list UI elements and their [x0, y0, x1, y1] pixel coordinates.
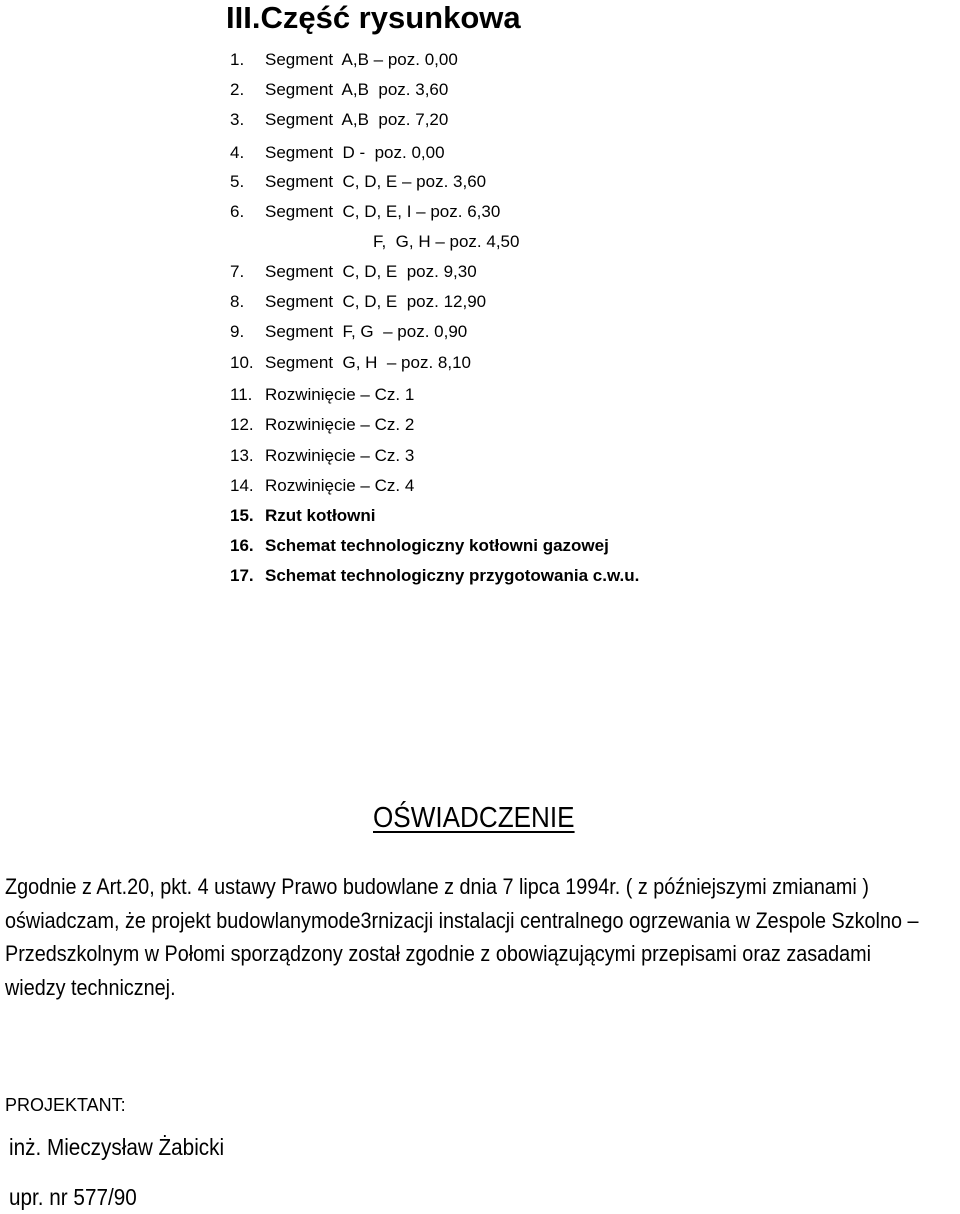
- list-item: [230, 143, 445, 163]
- list-item: [230, 202, 500, 222]
- designer-license: upr. nr 577/90: [9, 1184, 137, 1210]
- declaration-line: Zgodnie z Art.20, pkt. 4 ustawy Prawo budowlane z dnia 7 lipca 1994r. ( z późniejszymi zmianami ): [5, 874, 869, 899]
- list-item-text: Rozwinięcie – Cz. 4: [265, 476, 415, 495]
- list-item-number: 11.: [230, 385, 253, 404]
- list-item-number: 8.: [230, 292, 245, 311]
- declaration-line: oświadczam, że projekt budowlanymode3rnizacji instalacji centralnego ogrzewania w Zespole Szkolno –: [5, 907, 919, 933]
- list-item: [230, 262, 477, 282]
- list-item-number: 14.: [230, 476, 254, 495]
- list-item-text: Rzut kotłowni: [265, 506, 376, 525]
- list-item: [230, 50, 458, 70]
- designer-name: inż. Mieczysław Żabicki: [9, 1134, 225, 1160]
- designer-label: PROJEKTANT:: [5, 1095, 126, 1115]
- list-item: [230, 353, 471, 373]
- list-item: [230, 415, 414, 435]
- list-item: [230, 80, 448, 100]
- list-item-number: 12.: [230, 415, 254, 434]
- drawing-list: [0, 0, 960, 600]
- list-item: [230, 506, 375, 526]
- list-item-number: 1.: [230, 50, 245, 69]
- declaration-line: Przedszkolnym w Połomi sporządzony został zgodnie z obowiązującymi przepisami oraz zasadami: [5, 941, 872, 966]
- declaration-body: [5, 870, 950, 1004]
- list-item-text: Segment G, H – poz. 8,10: [265, 353, 472, 372]
- list-item: [230, 110, 448, 130]
- list-item-text: Segment A,B poz. 7,20: [265, 110, 449, 129]
- list-item: [230, 566, 639, 586]
- list-item-number: 10.: [230, 353, 254, 372]
- list-item-number: 7.: [230, 262, 245, 281]
- list-item-text: Segment A,B – poz. 0,00: [265, 50, 458, 69]
- list-item-text: F, G, H – poz. 4,50: [373, 232, 520, 251]
- list-item-continuation: [373, 232, 519, 252]
- list-item-text: Rozwinięcie – Cz. 1: [265, 385, 415, 404]
- list-item-text: Segment D - poz. 0,00: [265, 143, 445, 162]
- list-item-text: Schemat technologiczny przygotowania c.w.u.: [265, 566, 640, 585]
- list-item-number: 3.: [230, 110, 245, 129]
- list-item-text: Segment F, G – poz. 0,90: [265, 322, 468, 341]
- list-item-text: Segment C, D, E poz. 12,90: [265, 292, 487, 311]
- list-item: [230, 446, 414, 466]
- list-item-number: 9.: [230, 322, 245, 341]
- list-item-text: Rozwinięcie – Cz. 3: [265, 446, 415, 465]
- list-item-number: 15.: [230, 506, 254, 525]
- list-item-number: 6.: [230, 202, 245, 221]
- list-item-text: Schemat technologiczny kotłowni gazowej: [265, 536, 609, 555]
- list-item: [230, 322, 467, 342]
- list-item-number: 2.: [230, 80, 245, 99]
- list-item-number: 4.: [230, 143, 245, 162]
- list-item-text: Segment C, D, E poz. 9,30: [265, 262, 477, 281]
- list-item: [230, 292, 486, 312]
- list-item-text: Segment C, D, E – poz. 3,60: [265, 172, 487, 191]
- section-title: III.Część rysunkowa: [226, 0, 521, 35]
- list-item: [230, 476, 414, 496]
- list-item: [230, 385, 414, 405]
- declaration-line: wiedzy technicznej.: [5, 974, 176, 1000]
- list-item-text: Segment A,B poz. 3,60: [265, 80, 449, 99]
- list-item-number: 17.: [230, 566, 254, 585]
- list-item-text: Rozwinięcie – Cz. 2: [265, 415, 415, 434]
- list-item: [230, 172, 486, 192]
- list-item-number: 16.: [230, 536, 254, 555]
- declaration-title: OŚWIADCZENIE: [373, 802, 575, 834]
- list-item-number: 5.: [230, 172, 245, 191]
- list-item: [230, 536, 609, 556]
- list-item-number: 13.: [230, 446, 254, 465]
- list-item-text: Segment C, D, E, I – poz. 6,30: [265, 202, 501, 221]
